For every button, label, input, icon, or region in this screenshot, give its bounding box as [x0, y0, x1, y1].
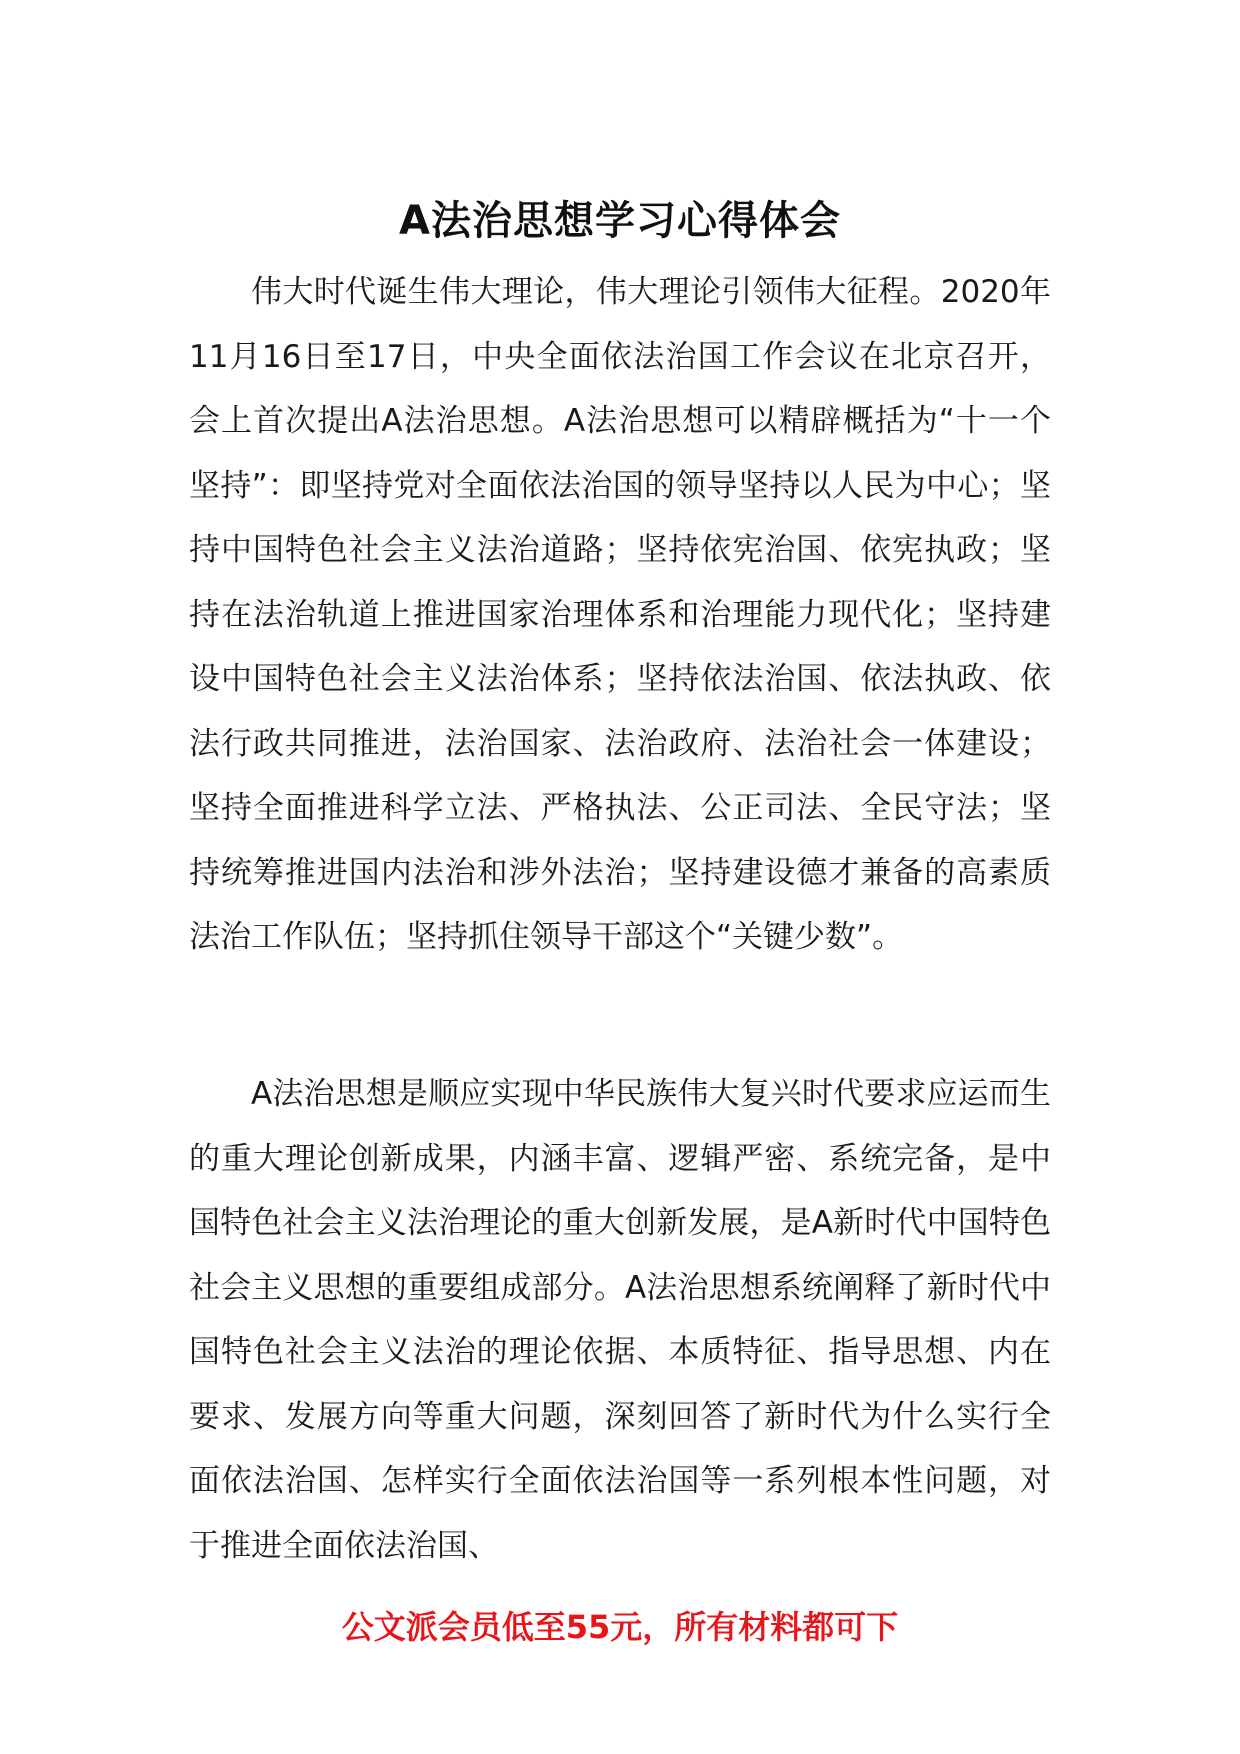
- document-title: A法治思想学习心得体会: [399, 197, 841, 244]
- body-paragraph-2: A法治思想是顺应实现中华民族伟大复兴时代要求应运而生的重大理论创新成果，内涵丰富、逻辑严密、系统完备，是中国特色社会主义法治理论的重大创新发展，是A新时代中国特色社会主义思想的重要组成部分。A法治思想系统阐释了新时代中国特色社会主义法治的理论依据、本质特征、指导思想、内在要求、发展方向等重大问题，深刻回答了新时代为什么实行全面依法治国、怎样实行全面依法治国等一系列根本性问题，对于推进全面依法治国、: [189, 1076, 1051, 1564]
- footer-promo-notice: 公文派会员低至55元，所有材料都可下: [341, 1608, 899, 1646]
- body-paragraph-1: 伟大时代诞生伟大理论，伟大理论引领伟大征程。2020年11月16日至17日，中央全面依法治国工作会议在北京召开，会上首次提出A法治思想。A法治思想可以精辟概括为“十一个坚持”：即坚持党对全面依法治国的领导坚持以人民为中心；坚持中国特色社会主义法治道路；坚持依宪治国、依宪执政；坚持在法治轨道上推进国家治理体系和治理能力现代化；坚持建设中国特色社会主义法治体系；坚持依法治国、依法执政、依法行政共同推进，法治国家、法治政府、法治社会一体建设；坚持全面推进科学立法、严格执法、公正司法、全民守法；坚持统筹推进国内法治和涉外法治；坚持建设德才兼备的高素质法治工作队伍；坚持抓住领导干部这个“关键少数”。: [189, 274, 1051, 955]
